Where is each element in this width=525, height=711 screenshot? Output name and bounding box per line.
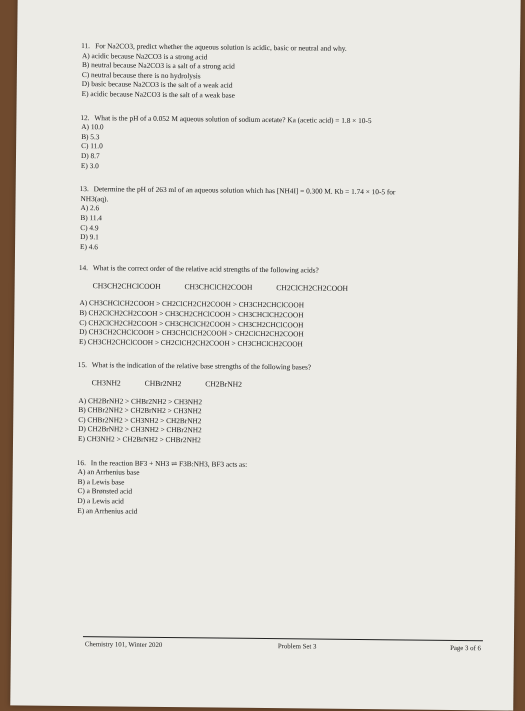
question-14: [78, 263, 489, 350]
option-a: A) 2.6: [80, 203, 100, 213]
worksheet-page: [10, 0, 520, 711]
option-a: A) an Arrhenius base: [77, 467, 140, 477]
option-e: E) CH3CH2CHClCOOH > CH2ClCH2CH2COOH > CH3CHClCH2COOH: [79, 336, 303, 349]
formula: CH3CHClCH2COOH: [184, 282, 253, 292]
option-d: D) basic because Na2CO3 is the salt of a weak acid: [81, 79, 233, 91]
option-d: D) CH3CH2CHClCOOH > CH3CHClCH2COOH > CH2ClCH2CH2COOH: [79, 327, 304, 339]
question-number: 13.: [79, 184, 89, 194]
option-a: A) 10.0: [81, 122, 104, 132]
option-d: D) 9.1: [80, 232, 99, 242]
option-d: D) CH2BrNH2 > CH3NH2 > CHBr2NH2: [78, 424, 202, 435]
formula: CH3CH2CHClCOOH: [92, 281, 161, 291]
option-c: C) CH2ClCH2CH2COOH > CH3CHClCH2COOH > CH3CH2CHClCOOH: [79, 317, 304, 330]
question-number: 16.: [76, 457, 86, 467]
option-e: E) acidic because Na2CO3 is the salt of a weak base: [81, 89, 235, 100]
option-a: A) CH2BrNH2 > CHBr2NH2 > CH3NH2: [78, 395, 203, 406]
option-c: C) CHBr2NH2 > CH3NH2 > CH2BrNH2: [78, 414, 202, 426]
option-a: A) CH3CHClCH2COOH > CH2ClCH2CH2COOH > CH3CH2CHClCOOH: [79, 298, 305, 310]
option-b: B) neutral because Na2CO3 is a salt of a strong acid: [81, 60, 235, 71]
formula: CH3NH2: [91, 378, 121, 388]
formula: CH2ClCH2CH2COOH: [276, 282, 349, 293]
question-text: What is the indication of the relative base strengths of the following bases?: [91, 360, 312, 372]
question-text: What is the pH of a 0.052 M aqueous solution of sodium acetate? Ka (acetic acid) = 1.8 × 10-5: [94, 112, 372, 125]
formula-list: [92, 378, 488, 392]
questions: [76, 41, 491, 519]
option-a: A) acidic because Na2CO3 is a strong acid: [82, 50, 208, 61]
question-text: For Na2CO3, predict whether the aqueous solution is acidic, basic or neutral and why.: [95, 41, 347, 53]
option-b: B) a Lewis base: [77, 476, 125, 487]
question-12: [80, 113, 491, 175]
option-e: E) 4.6: [80, 241, 98, 251]
option-c: C) 4.9: [80, 222, 99, 232]
footer-title: Problem Set 3: [277, 643, 317, 651]
option-e: E) CH3NH2 > CH2BrNH2 > CHBr2NH2: [78, 434, 201, 445]
question-text: Determine the pH of 263 ml of an aqueous solution which has [NH4I] = 0.300 M. Kb = 1.74 × 10-5 for: [93, 184, 396, 197]
question-text-continued: NH3(aq).: [80, 193, 109, 204]
option-b: B) 11.4: [80, 212, 103, 223]
option-c: C) 11.0: [81, 141, 103, 151]
formula: CHBr2NH2: [144, 378, 182, 389]
footer-course: Chemistry 101, Winter 2020: [84, 641, 163, 649]
option-b: B) CHBr2NH2 > CH2BrNH2 > CH3NH2: [78, 405, 202, 416]
option-d: D) a Lewis acid: [77, 496, 124, 506]
option-e: E) 3.0: [80, 160, 99, 170]
question-number: 11.: [81, 41, 91, 51]
question-16: [76, 458, 487, 520]
option-e: E) an Arrhenius acid: [77, 505, 138, 516]
question-text: In the reaction BF3 + NH3 ⇌ F3B:NH3, BF3 acts as:: [90, 457, 248, 469]
question-11: [81, 41, 492, 103]
question-number: 15.: [77, 360, 87, 370]
option-b: B) 5.3: [81, 131, 100, 141]
question-13: [79, 184, 490, 255]
formula-list: [93, 281, 489, 295]
formula: CH2BrNH2: [205, 379, 243, 389]
question-15: [77, 360, 488, 447]
question-number: 14.: [78, 263, 89, 273]
option-c: C) neutral because there is no hydrolysis: [81, 69, 201, 81]
question-number: 12.: [80, 112, 90, 122]
question-text: What is the correct order of the relative acid strengths of the following acids?: [92, 263, 319, 275]
page-footer: [83, 636, 483, 659]
option-c: C) a Brønsted acid: [77, 486, 133, 496]
footer-page-number: Page 3 of 6: [450, 644, 481, 653]
option-d: D) 8.7: [80, 150, 100, 161]
option-b: B) CH2ClCH2CH2COOH > CH3CH2CHClCOOH > CH3CHClCH2COOH: [79, 308, 304, 320]
